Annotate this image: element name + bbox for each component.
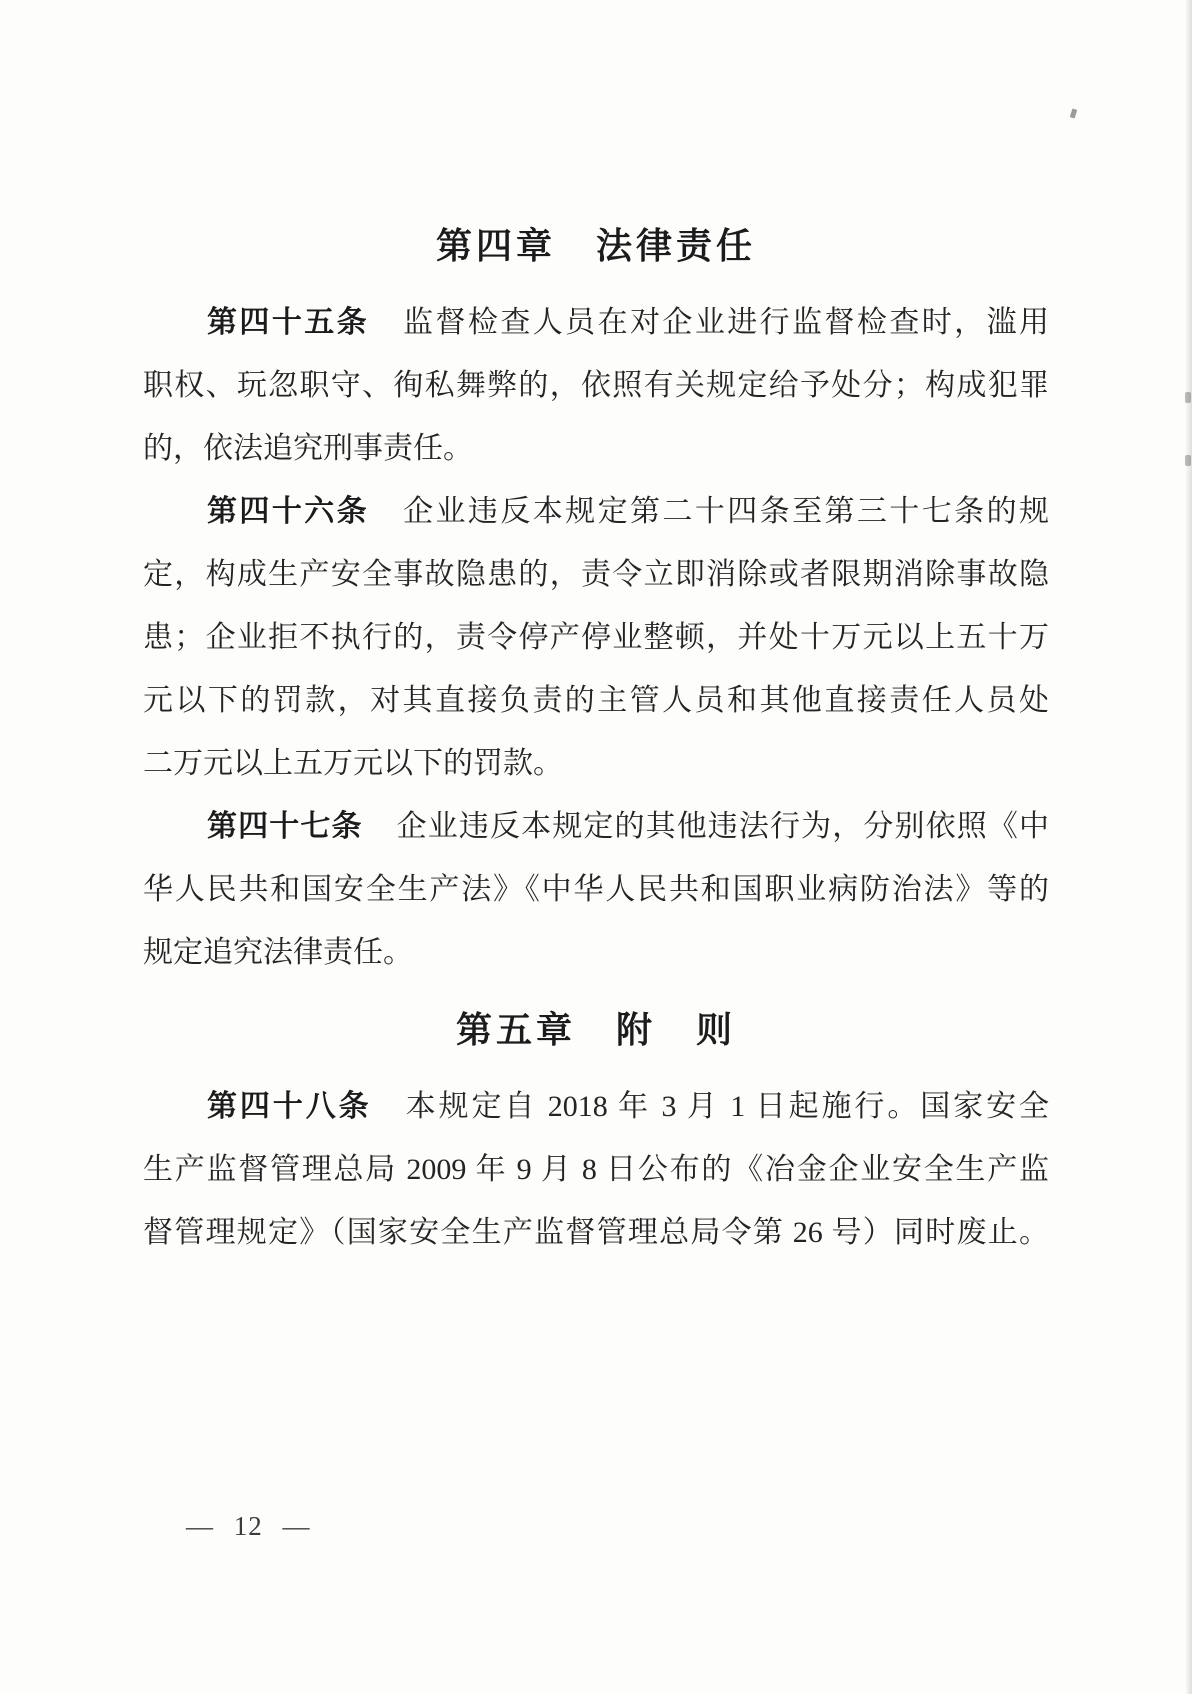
article-48-text-line-1: 本规定自 2018 年 3 月 1 日起施行。国家安全 [405, 1090, 1050, 1123]
article-45 [143, 291, 1049, 480]
article-48-number: 第四十八条 [207, 1090, 372, 1123]
article-45-text-line-1: 监督检查人员在对企业进行监督检查时，滥用 [403, 306, 1050, 339]
article-47-text-line-2: 华人民共和国安全生产法》《中华人民共和国职业病防治法》等的 [143, 873, 1049, 906]
article-47-text-line-1: 企业违反本规定的其他违法行为，分别依照《中 [396, 810, 1050, 843]
article-47-number: 第四十七条 [207, 810, 363, 843]
text-line [143, 1075, 1049, 1138]
text-line [143, 795, 1049, 858]
article-48-text-line-2: 生产监督管理总局 2009 年 9 月 8 日公布的《冶金企业安全生产监 [143, 1153, 1049, 1186]
article-48-text-line-3: 督管理规定》（国家安全生产监督管理总局令第 26 号）同时废止。 [143, 1216, 1049, 1249]
scan-speck [1070, 108, 1078, 118]
text-line [143, 291, 1049, 354]
article-46-text-line-2: 定，构成生产安全事故隐患的，责令立即消除或者限期消除事故隐 [143, 558, 1049, 591]
chapter-5-heading: 第五章 附 则 [455, 1009, 736, 1050]
article-46 [143, 480, 1049, 795]
article-46-text-line-3: 患；企业拒不执行的，责令停产停业整顿，并处十万元以上五十万 [143, 621, 1049, 654]
article-45-text-line-2: 职权、玩忽职守、徇私舞弊的，依照有关规定给予处分；构成犯罪 [143, 369, 1049, 402]
article-45-text-line-3: 的，依法追究刑事责任。 [143, 432, 473, 465]
text-line [143, 480, 1049, 543]
article-46-text-line-1: 企业违反本规定第二十四条至第三十七条的规 [403, 495, 1050, 528]
document-text-column [143, 200, 1049, 1264]
article-46-text-line-4: 元以下的罚款，对其直接负责的主管人员和其他直接责任人员处 [143, 684, 1049, 717]
page-number: — 12 — [186, 1511, 311, 1541]
chapter-4-heading: 第四章 法律责任 [435, 225, 756, 266]
article-46-number: 第四十六条 [207, 495, 370, 528]
scan-edge-shadow [1185, 0, 1192, 1694]
article-47-text-line-3: 规定追究法律责任。 [143, 936, 413, 969]
article-48 [143, 1075, 1049, 1264]
article-46-text-line-5: 二万元以上五万元以下的罚款。 [143, 747, 563, 780]
article-47 [143, 795, 1049, 984]
article-45-number: 第四十五条 [207, 306, 370, 339]
